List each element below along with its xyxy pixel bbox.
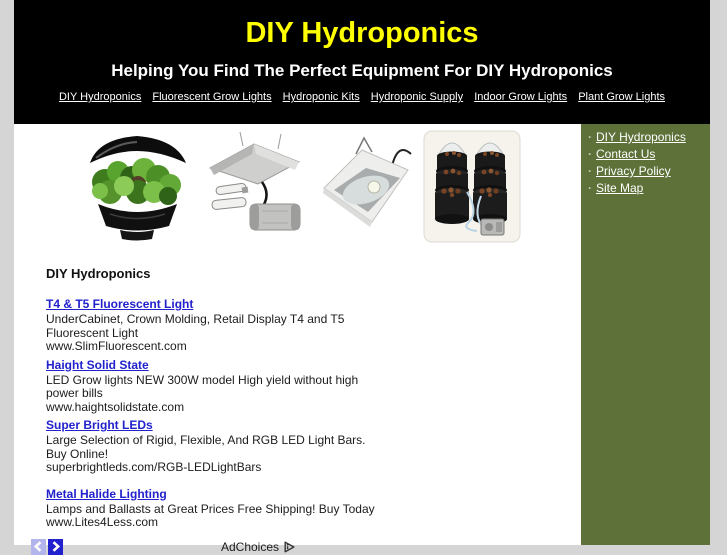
bullet-marker: · <box>588 181 592 195</box>
ad-item <box>46 416 366 475</box>
sidebar-item <box>588 131 710 144</box>
product-banner <box>14 124 581 249</box>
adchoices-label: AdChoices <box>220 539 279 554</box>
ad-text: UnderCabinet, Crown Molding, Retail Display T4 and T5 <box>46 312 345 326</box>
ad-footer <box>31 539 296 555</box>
nav-link-plant-grow-lights[interactable]: Plant Grow Lights <box>578 91 666 103</box>
sidebar-link-privacy-policy[interactable]: Privacy Policy <box>596 164 671 178</box>
chevron-left-icon <box>31 539 46 554</box>
hydroponic-bucket-system-image <box>423 130 521 243</box>
site-tagline: Helping You Find The Perfect Equipment For DIY Hydroponics <box>111 61 613 80</box>
content-row <box>14 124 710 554</box>
ad-pager <box>31 539 63 555</box>
ad-text: Lamps and Ballasts at Great Prices Free Shipping! Buy Today <box>46 501 375 516</box>
page-frame <box>14 0 710 554</box>
ad-title-link[interactable]: Metal Halide Lighting <box>46 486 167 501</box>
ad-item <box>46 356 359 415</box>
header <box>14 0 710 124</box>
site-title: DIY Hydroponics <box>245 17 479 49</box>
grow-light-reflector-ballast-image <box>202 130 307 243</box>
sidebar-link-site-map[interactable]: Site Map <box>596 181 644 195</box>
bullet-marker: · <box>588 147 592 161</box>
sidebar-item <box>588 148 710 161</box>
sidebar-item <box>588 165 710 178</box>
ad-item <box>46 485 375 530</box>
ad-title-link[interactable]: Haight Solid State <box>46 357 149 372</box>
ad-text: power bills <box>46 386 103 400</box>
prev-ads-button[interactable] <box>31 539 46 555</box>
adchoices-icon <box>282 540 296 554</box>
ad-text: Fluorescent Light <box>46 325 139 340</box>
sidebar-link-diy-hydroponics[interactable]: DIY Hydroponics <box>596 130 686 144</box>
nav-link-hydroponic-kits[interactable]: Hydroponic Kits <box>282 91 360 103</box>
sidebar-item <box>588 182 710 195</box>
chevron-right-icon <box>48 539 63 554</box>
sidebar-link-contact-us[interactable]: Contact Us <box>596 147 656 161</box>
ad-block <box>46 295 375 530</box>
page-title: DIY Hydroponics <box>46 266 151 281</box>
nav-link-diy-hydroponics[interactable]: DIY Hydroponics <box>58 91 142 103</box>
ad-url-link[interactable]: www.Lites4Less.com <box>46 515 159 529</box>
main-content <box>14 124 581 554</box>
ad-text: Large Selection of Rigid, Flexible, And RGB LED Light Bars. <box>46 433 366 447</box>
nav-link-hydroponic-supply[interactable]: Hydroponic Supply <box>370 91 464 103</box>
nav-link-indoor-grow-lights[interactable]: Indoor Grow Lights <box>474 91 568 103</box>
ad-url-link[interactable]: www.SlimFluorescent.com <box>46 339 187 353</box>
top-nav <box>14 91 710 104</box>
ad-item <box>46 295 345 354</box>
sidebar-menu <box>588 131 710 195</box>
countertop-herb-garden-image <box>80 130 195 243</box>
ad-url-link[interactable]: www.haightsolidstate.com <box>46 399 185 414</box>
ad-title-link[interactable]: Super Bright LEDs <box>46 418 153 432</box>
adchoices-link[interactable] <box>221 540 296 554</box>
nav-link-fluorescent-grow-lights[interactable]: Fluorescent Grow Lights <box>152 91 272 103</box>
bullet-marker: · <box>588 164 592 178</box>
bullet-marker: · <box>588 130 592 144</box>
next-ads-button[interactable] <box>48 539 63 555</box>
grow-light-hood-image <box>314 130 416 243</box>
ad-text: LED Grow lights NEW 300W model High yield without high <box>46 372 359 387</box>
sidebar <box>581 124 710 545</box>
ad-url-link[interactable]: superbrightleds.com/RGB-LEDLightBars <box>46 460 262 474</box>
ad-text: Buy Online! <box>46 446 109 461</box>
ad-title-link[interactable]: T4 & T5 Fluorescent Light <box>46 297 194 311</box>
